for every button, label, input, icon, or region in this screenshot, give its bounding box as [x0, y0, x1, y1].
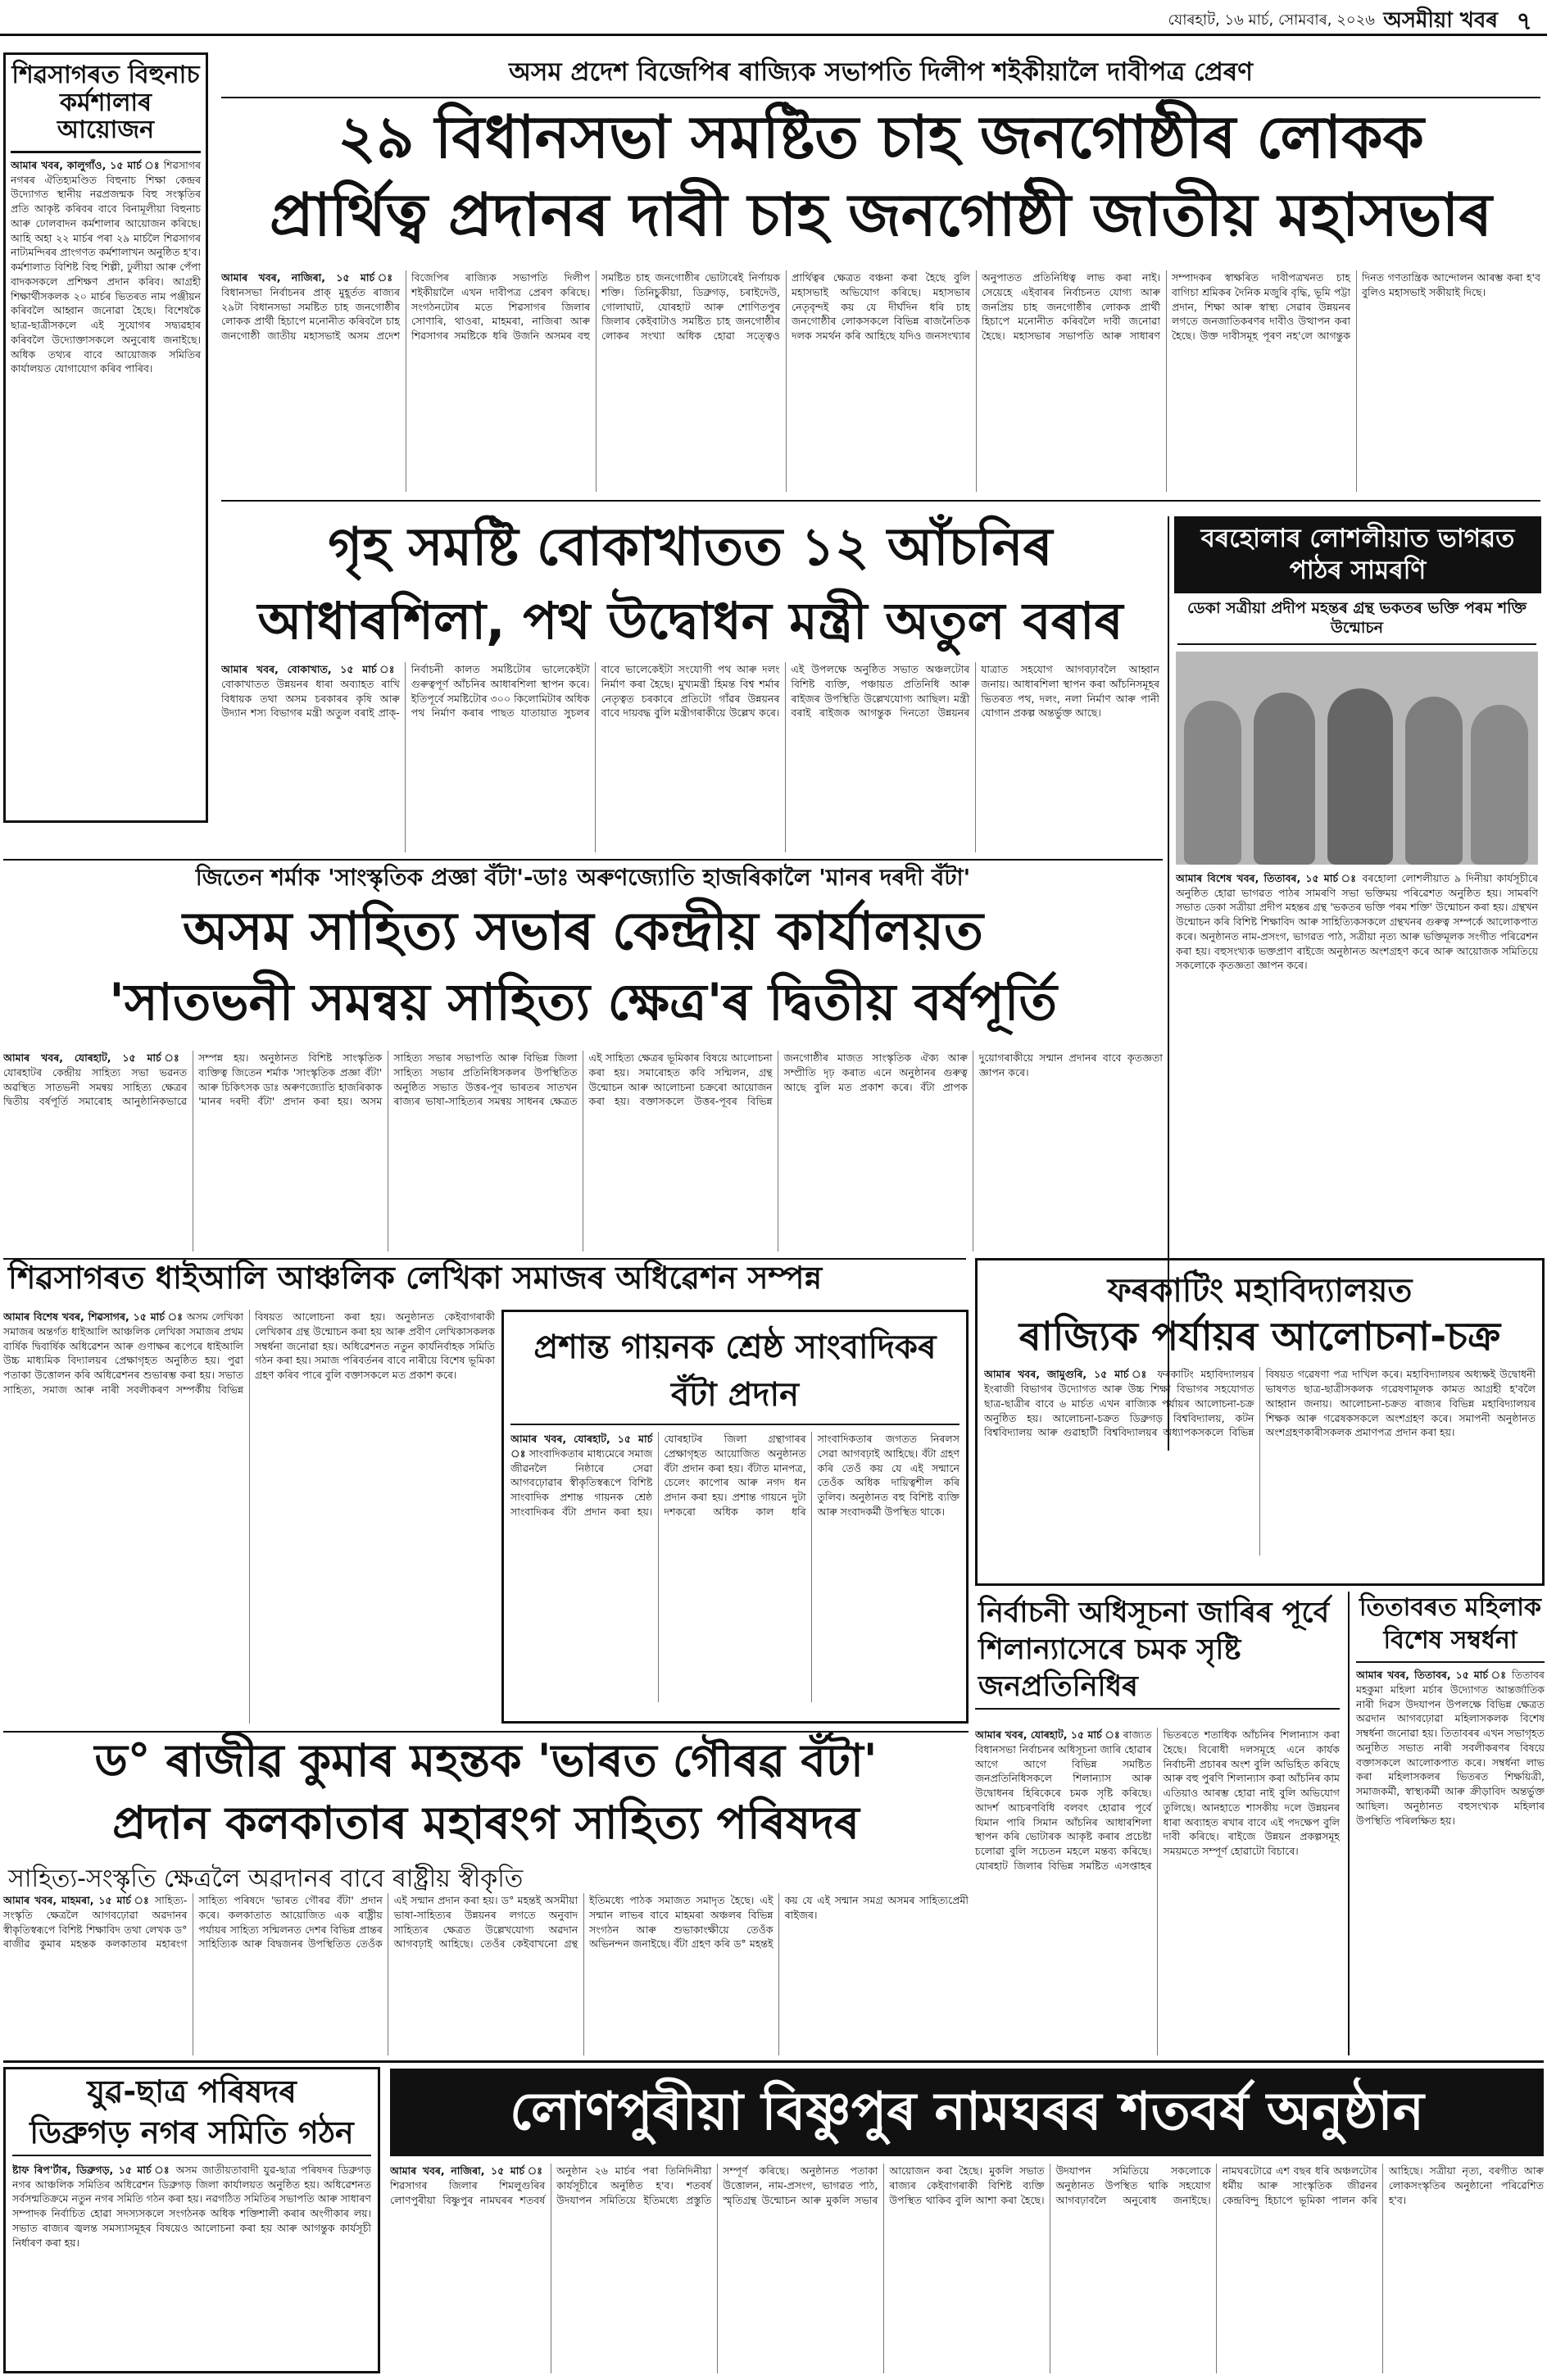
titabar-headline: তিতাবৰত মহিলাক বিশেষ সম্বৰ্ধনা — [1356, 1592, 1545, 1663]
prashanta-byline: আমাৰ খবৰ, যোৰহাট, ১৫ মাৰ্চ ঃ — [510, 1433, 653, 1460]
yuva-headline-2: ডিব্ৰুগড় নগৰ সমিতি গঠন — [12, 2117, 371, 2156]
namghar-headline: লোণপুৰীয়া বিষ্ণুপুৰ নামঘৰৰ শতবৰ্ষ অনুষ্ঠান — [390, 2069, 1544, 2156]
lekhika-text: অসম লেখিকা সমাজৰ অন্তৰ্গত ধাইআলি আঞ্চলিক লেখিকা সমাজৰ প্ৰথম বাৰ্ষিক দ্বিবাৰ্ষিক অধিৱেশন আৰু গুণাক্ষৰ ৰূপেৰে ধাইআলি উচ্চ মাধ্যমিক বিদ্যালয়ৰ প্ৰেক্ষাগৃহত অনুষ্ঠিত হয়। পুৱা পতাকা উত্তোলন কৰি অধিৱেশনৰ শুভাৰম্ভ কৰা হয়। সভাত সাহিত্য, সমাজ আৰু নাৰী সবলীকৰণ সম্পৰ্কীয় বিভিন্ন বিষয়ত আলোচনা কৰা হয়। অনুষ্ঠানত কেইবাগৰাকী লেখিকাৰ গ্ৰন্থ উন্মোচন কৰা হয় আৰু প্ৰবীণ লেখিকাসকলক সম্বৰ্ধনা জনোৱা হয়। অধিৱেশনত নতুন কাৰ্যনিৰ্বাহক সমিতি গঠন কৰা হয়। সমাজ পৰিবৰ্তনৰ বাবে নাৰীয়ে বিশেষ ভূমিকা গ্ৰহণ কৰিব পাৰে বুলি বক্তাসকলে মত প্ৰকাশ কৰে। — [3, 1310, 495, 1396]
bjp-text: বিধানসভা নিৰ্বাচনৰ প্ৰাক্ মুহূৰ্তত ৰাজ্যৰ ২৯টা বিধানসভা সমষ্টিত চাহ জনগোষ্ঠীৰ লোকক প্ৰাৰ্থী হিচাপে মনোনীত কৰিবলৈ চাহ জনগোষ্ঠী জাতীয় মহাসভাই অসম প্ৰদেশ বিজেপিৰ ৰাজ্যিক সভাপতি দিলীপ শইকীয়ালৈ এখন দাবীপত্ৰ প্ৰেৰণ কৰিছে। সংগঠনটোৰ মতে শিৱসাগৰ জিলাৰ সোণাৰি, থাওৰা, মাহমৰা, নাজিৰা আৰু শিৱসাগৰ সমষ্টিকে ধৰি উজনি অসমৰ বহু সমষ্টিত চাহ জনগোষ্ঠীৰ ভোটাৰেই নিৰ্ণায়ক শক্তি। তিনিচুকীয়া, ডিব্ৰুগড়, চৰাইদেউ, গোলাঘাট, যোৰহাট আৰু শোণিতপুৰ জিলাৰ কেইবাটাও সমষ্টিত চাহ জনগোষ্ঠীৰ লোকৰ সংখ্যা অধিক হোৱা সত্ত্বেও প্ৰাৰ্থিত্বৰ ক্ষেত্ৰত বঞ্চনা কৰা হৈছে বুলি মহাসভাই অভিযোগ কৰিছে। মহাসভাৰ নেতৃবৃন্দই কয় যে দীৰ্ঘদিন ধৰি চাহ জনগোষ্ঠীৰ লোকসকলে বিভিন্ন ৰাজনৈতিক দলক সমৰ্থন কৰি আহিছে যদিও জনসংখ্যাৰ অনুপাতত প্ৰতিনিধিত্ব লাভ কৰা নাই। সেয়েহে এইবাৰৰ নিৰ্বাচনত যোগ্য আৰু জনপ্ৰিয় চাহ জনগোষ্ঠীৰ লোকক প্ৰাৰ্থী হিচাপে মনোনীত কৰিবলৈ দাবী জনোৱা হৈছে। মহাসভাৰ সভাপতি আৰু সাধাৰণ সম্পাদকৰ স্বাক্ষৰিত দাবীপত্ৰখনত চাহ বাগিচা শ্ৰমিকৰ দৈনিক মজুৰি বৃদ্ধি, ভূমি পট্টা প্ৰদান, শিক্ষা আৰু স্বাস্থ্য সেৱাৰ উন্নয়নৰ লগতে জনজাতিকৰণৰ দাবীও উত্থাপন কৰা হৈছে। উক্ত দাবীসমূহ পূৰণ নহ'লে আগন্তুক দিনত গণতান্ত্ৰিক আন্দোলন আৰম্ভ কৰা হ'ব বুলিও মহাসভাই সকীয়াই দিছে। — [221, 271, 1540, 342]
election-byline: আমাৰ খবৰ, যোৰহাট, ১৫ মাৰ্চ ঃ — [975, 1728, 1120, 1741]
sahitya-headline-2: 'সাতভনী সমন্বয় সাহিত্য ক্ষেত্ৰ'ৰ দ্বিতীয় বৰ্ষপূৰ্তি — [108, 972, 1058, 1032]
prashanta-story — [501, 1310, 969, 1724]
bokakhat-text: বোকাখাতত উন্নয়নৰ ধাৰা অব্যাহত ৰাখি বিধায়ক তথা অসম চৰকাৰৰ কৃষি আৰু উদ্যান শস্য বিভাগৰ মন্ত্ৰী অতুল বৰাই প্ৰাক্-নিৰ্বাচনী কালত সমষ্টিটোৰ ভালেকেইটা গুৰুত্বপূৰ্ণ আঁচনিৰ আধাৰশিলা স্থাপন কৰে। ইতিপূৰ্বে সমষ্টিটোৰ ৩০০ কিলোমিটাৰ অধিক পথ নিৰ্মাণ কৰাৰ পাছত যাতায়াত সুচলৰ বাবে ভালেকেইটা সংযোগী পথ আৰু দলং নিৰ্মাণ কৰা হৈছে। মুখ্যমন্ত্ৰী হিমন্ত বিশ্ব শৰ্মাৰ নেতৃত্বত চৰকাৰে প্ৰতিটো গাঁৱৰ উন্নয়নৰ বাবে দায়বদ্ধ বুলি মন্ত্ৰীগৰাকীয়ে উল্লেখ কৰে। এই উপলক্ষে অনুষ্ঠিত সভাত অঞ্চলটোৰ বিশিষ্ট ব্যক্তি, পঞ্চায়ত প্ৰতিনিধি আৰু ৰাইজৰ উপস্থিতি উল্লেখযোগ্য আছিল। মন্ত্ৰী বৰাই ৰাইজক আগন্তুক দিনতো উন্নয়নৰ যাত্ৰাত সহযোগ আগবঢ়াবলৈ আহ্বান জনায়। আধাৰশিলা স্থাপন কৰা আঁচনিসমূহৰ ভিতৰত পথ, দলং, নলা নিৰ্মাণ আৰু পানী যোগান প্ৰকল্প অন্তৰ্ভুক্ত আছে। — [221, 663, 1159, 720]
titabar-body — [1356, 1668, 1545, 2004]
paper-name: অসমীয়া খবৰ — [1383, 8, 1498, 33]
photo-figure — [1405, 697, 1463, 865]
bokakhat-headline-1: গৃহ সমষ্টি বোকাখাতত ১২ আঁচনিৰ — [328, 517, 1053, 578]
election-headline: নিৰ্বাচনী অধিসূচনা জাৰিৰ পূৰ্বে শিলান্যাসেৰে চমক সৃষ্টি জনপ্ৰতিনিধিৰ — [975, 1592, 1340, 1710]
bjp-headline-1: ২৯ বিধানসভা সমষ্টিত চাহ জনগোষ্ঠীৰ লোকক — [338, 102, 1424, 171]
bjp-kicker-rule — [221, 97, 1540, 98]
bjp-byline: আমাৰ খবৰ, নাজিৰা, ১৫ মাৰ্চ ঃ — [221, 271, 400, 284]
college-body — [984, 1367, 1536, 1556]
titabar-story — [1348, 1592, 1545, 2055]
yuva-body — [12, 2163, 371, 2350]
page-number: ৭ — [1516, 7, 1532, 36]
prashanta-body — [510, 1432, 960, 1702]
titabar-text: তিতাবৰ মহকুমা মহিলা মৰ্চাৰ উদ্যোগত আন্তৰ্জাতিক নাৰী দিৱস উদযাপন উপলক্ষে বিভিন্ন ক্ষেত্ৰত অৱদান আগবঢ়োৱা মহিলাসকলক বিশেষ সম্বৰ্ধনা জনোৱা হয়। তিতাবৰৰ এখন সভাগৃহত অনুষ্ঠিত সভাত নাৰী সবলীকৰণৰ বিষয়ে বক্তাসকলে আলোকপাত কৰে। সম্বৰ্ধনা লাভ কৰা মহিলাসকলৰ ভিতৰত শিক্ষয়িত্ৰী, সমাজকৰ্মী, স্বাস্থ্যকৰ্মী আৰু ক্ৰীড়াবিদ অন্তৰ্ভুক্ত আছিল। অনুষ্ঠানত বহুসংখ্যক মহিলাৰ উপস্থিতি পৰিলক্ষিত হয়। — [1356, 1669, 1545, 1827]
photo-figure — [1471, 705, 1528, 865]
lohali-caption: ডেকা সত্ৰীয়া প্ৰদীপ মহন্তৰ গ্ৰন্থ ভকতৰ ভক্তি পৰম শক্তি উন্মোচন — [1177, 598, 1536, 645]
college-byline: আমাৰ খবৰ, জামুগুৰি, ১৫ মাৰ্চ ঃ — [984, 1368, 1150, 1381]
lohali-text: বৰহোলা লোশলীয়াত ৯ দিনীয়া কাৰ্যসূচীৰে অনুষ্ঠিত হোৱা ভাগৱত পাঠৰ সামৰণি সভা ভক্তিময় পৰিৱেশত অনুষ্ঠিত হয়। সামৰণি সভাত ডেকা সত্ৰীয়া প্ৰদীপ মহন্তৰ গ্ৰন্থ 'ভকতৰ ভক্তি পৰম শক্তি' উন্মোচন কৰা হয়। গ্ৰন্থখন উন্মোচন কৰি বিশিষ্ট শিক্ষাবিদ আৰু সাহিত্যিকসকলে গ্ৰন্থখনৰ গুৰুত্ব সম্পৰ্কে আলোকপাত কৰে। অনুষ্ঠানত নাম-প্ৰসংগ, ভাগৱত পাঠ, সত্ৰীয়া নৃত্য আৰু ভক্তিমূলক সংগীত পৰিৱেশন কৰা হয়। বহুসংখ্যক ভক্তপ্ৰাণ ৰাইজে অনুষ্ঠানত অংশগ্ৰহণ কৰে আৰু আয়োজক সমিতিয়ে সকলোকে কৃতজ্ঞতা জ্ঞাপন কৰে। — [1176, 871, 1538, 972]
rajib-headline-1: ড° ৰাজীৱ কুমাৰ মহন্তক 'ভাৰত গৌৰৱ বঁটা' — [94, 1734, 878, 1787]
yuva-text: অসম জাতীয়তাবাদী যুৱ-ছাত্ৰ পৰিষদৰ ডিব্ৰুগড় নগৰ আঞ্চলিক সমিতিৰ অধিৱেশন ডিব্ৰুগড় জিলা কাৰ্যালয়ত অনুষ্ঠিত হয়। অধিৱেশনত সৰ্বসন্মতিক্ৰমে নতুন নগৰ সমিতি গঠন কৰা হয়। নৱগঠিত সমিতিৰ সভাপতি আৰু সাধাৰণ সম্পাদক নিৰ্বাচিত হোৱা সদস্যসকলে সংগঠনক অধিক শক্তিশালী কৰাৰ অংগীকাৰ লয়। সভাত ৰাজ্যৰ জ্বলন্ত সমস্যাসমূহৰ বিষয়েও আলোচনা কৰা হয় আৰু আগন্তুক কাৰ্যসূচী নিৰ্ধাৰণ কৰা হয়। — [12, 2163, 371, 2249]
sidebar-text: শিৱসাগৰ নগৰৰ ঐতিহ্যমণ্ডিত বিহুনাচ শিক্ষা কেন্দ্ৰৰ উদ্যোগত স্থানীয় নৱপ্ৰজন্মক বিহু সংস্কৃতিৰ প্ৰতি আকৃষ্ট কৰিবৰ বাবে বিনামূলীয়া বিহুনাচ আৰু ঢোলবাদন কৰ্মশালাৰ আয়োজন কৰিছে। আহি অহা ২২ মাৰ্চৰ পৰা ২৯ মাৰ্চলৈ শিৱসাগৰ নাট্যমন্দিৰৰ প্ৰাংগণত কৰ্মশালাখন অনুষ্ঠিত হ'ব। কৰ্মশালাত বিশিষ্ট বিহু শিল্পী, ঢুলীয়া আৰু পেঁপা বাদকসকলে প্ৰশিক্ষণ প্ৰদান কৰিব। আগ্ৰহী শিক্ষাৰ্থীসকলক ২০ মাৰ্চৰ ভিতৰত নাম পঞ্জীয়ন কৰিবলৈ আহ্বান জনোৱা হৈছে। বিশেষকৈ ছাত্ৰ-ছাত্ৰীসকলে এই সুযোগৰ সদ্ব্যৱহাৰ কৰিবলৈ উদ্যোক্তাসকলে অনুৰোধ জনাইছে। অধিক তথ্যৰ বাবে আয়োজক সমিতিৰ কাৰ্যালয়ত যোগাযোগ কৰিব পাৰিব। — [11, 158, 201, 375]
sidebar-divider — [11, 151, 201, 153]
yuva-story — [3, 2067, 380, 2373]
college-headline-2: ৰাজ্যিক পৰ্যায়ৰ আলোচনা-চক্ৰ — [1018, 1314, 1501, 1360]
yuva-headline-1: যুৱ-ছাত্ৰ পৰিষদৰ — [87, 2073, 297, 2110]
sidebar-byline: আমাৰ খবৰ, কালুগাঁও, ১৫ মাৰ্চ ঃ — [11, 158, 161, 171]
lohali-byline: আমাৰ বিশেষ খবৰ, তিতাবৰ, ১৫ মাৰ্চ ঃ — [1176, 871, 1358, 884]
photo-figure — [1327, 688, 1393, 865]
sahitya-top-rule — [3, 859, 1163, 861]
rajib-headline-2: প্ৰদান কলকাতাৰ মহাৰংগ সাহিত্য পৰিষদৰ — [112, 1796, 860, 1849]
yuva-byline: ষ্টাফ ৰিপ'ৰ্টাৰ, ডিব্ৰুগড়, ১৫ মাৰ্চ ঃ — [12, 2163, 171, 2176]
rajib-byline: আমাৰ খবৰ, মাহমৰা, ১৫ মাৰ্চ ঃ — [3, 1894, 151, 1906]
bokakhat-byline: আমাৰ খবৰ, বোকাখাত, ১৫ মাৰ্চ ঃ — [221, 663, 400, 675]
photo-figure — [1254, 693, 1315, 865]
titabar-byline: আমাৰ খবৰ, তিতাবৰ, ১৫ মাৰ্চ ঃ — [1356, 1669, 1508, 1682]
sidebar-workshop — [3, 52, 208, 823]
election-body — [975, 1728, 1340, 2055]
sahitya-headline-1: অসম সাহিত্য সভাৰ কেন্দ্ৰীয় কাৰ্যালয়ত — [183, 902, 983, 962]
college-text: ফৰকাটিং মহাবিদ্যালয়ৰ ইংৰাজী বিভাগৰ উদ্যোগত আৰু উচ্চ শিক্ষা বিভাগৰ সহযোগত ছাত্ৰ-ছাত্ৰীৰ বাবে ৬ মাৰ্চত এখন ৰাজ্যিক পৰ্যায়ৰ আলোচনা-চক্ৰ অনুষ্ঠিত হয়। আলোচনা-চক্ৰত ডিব্ৰুগড় বিশ্ববিদ্যালয়, কটন বিশ্ববিদ্যালয় আৰু গুৱাহাটী বিশ্ববিদ্যালয়ৰ অধ্যাপকসকলে বিভিন্ন বিষয়ত গৱেষণা পত্ৰ দাখিল কৰে। মহাবিদ্যালয়ৰ অধ্যক্ষই উদ্বোধনী ভাষণত ছাত্ৰ-ছাত্ৰীসকলক গৱেষণামূলক কামত আগ্ৰহী হ'বলৈ আহ্বান জনায়। আলোচনা-চক্ৰত ৰাজ্যৰ বিভিন্ন মহাবিদ্যালয়ৰ শিক্ষক আৰু গৱেষকসকলে অংশগ্ৰহণ কৰে। সমাপনী অনুষ্ঠানত অংশগ্ৰহণকাৰীসকলক প্ৰমাণপত্ৰ প্ৰদান কৰা হয়। — [984, 1368, 1536, 1439]
bjp-kicker: অসম প্ৰদেশ বিজেপিৰ ৰাজ্যিক সভাপতি দিলীপ শইকীয়ালৈ দাবীপত্ৰ প্ৰেৰণ — [509, 57, 1253, 87]
prashanta-text: সাংবাদিকতাৰ মাধ্যমেৰে সমাজ জীৱনলৈ নিষ্ঠাৰে সেৱা আগবঢ়োৱাৰ স্বীকৃতিস্বৰূপে বিশিষ্ট সাংবাদিক প্ৰশান্ত গায়নক শ্ৰেষ্ঠ সাংবাদিকৰ বঁটা প্ৰদান কৰা হয়। যোৰহাটৰ জিলা গ্ৰন্থাগাৰৰ প্ৰেক্ষাগৃহত আয়োজিত অনুষ্ঠানত বঁটা প্ৰদান কৰা হয়। বঁটাত মানপত্ৰ, চেলেং কাপোৰ আৰু নগদ ধন প্ৰদান কৰা হয়। প্ৰশান্ত গায়নে দুটা দশকৰো অধিক কাল ধৰি সাংবাদিকতাৰ জগতত নিৰলস সেৱা আগবঢ়াই আহিছে। বঁটা গ্ৰহণ কৰি তেওঁ কয় যে এই সন্মানে তেওঁক অধিক দায়িত্বশীল কৰি তুলিব। অনুষ্ঠানত বহু বিশিষ্ট ব্যক্তি আৰু সংবাদকৰ্মী উপস্থিত থাকে। — [510, 1433, 960, 1518]
college-headline-1: ফৰকাটিং মহাবিদ্যালয়ত — [1107, 1272, 1413, 1310]
bottom-band-rule — [3, 2060, 1544, 2063]
bjp-bottom-rule — [221, 500, 1540, 502]
namghar-byline: আমাৰ খবৰ, নাজিৰা, ১৫ মাৰ্চ ঃ — [390, 2164, 546, 2177]
rajib-text: সাহিত্য-সংস্কৃতি ক্ষেত্ৰলৈ আগবঢ়োৱা অৱদানৰ স্বীকৃতিস্বৰূপে বিশিষ্ট শিক্ষাবিদ তথা লেখক ড° ৰাজীৱ কুমাৰ মহন্তক কলকাতাৰ মহাৰংগ সাহিত্য পৰিষদে 'ভাৰত গৌৰৱ বঁটা' প্ৰদান কৰে। কলকাতাত আয়োজিত এক ৰাষ্ট্ৰীয় পৰ্যায়ৰ সাহিত্য সন্মিলনত দেশৰ বিভিন্ন প্ৰান্তৰ সাহিত্যিক আৰু বিদ্বজনৰ উপস্থিতিত তেওঁক এই সন্মান প্ৰদান কৰা হয়। ড° মহন্তই অসমীয়া ভাষা-সাহিত্যৰ উন্নয়নৰ লগতে অনুবাদ সাহিত্যৰ ক্ষেত্ৰত উল্লেখযোগ্য অৱদান আগবঢ়াই আহিছে। তেওঁৰ কেইবাখনো গ্ৰন্থ ইতিমধ্যে পাঠক সমাজত সমাদৃত হৈছে। এই সন্মান লাভৰ বাবে মাহমৰা অঞ্চলৰ বিভিন্ন সংগঠন আৰু শুভাকাংক্ষীয়ে তেওঁক অভিনন্দন জনাইছে। বঁটা গ্ৰহণ কৰি ড° মহন্তই কয় যে এই সন্মান সমগ্ৰ অসমৰ সাহিত্যপ্ৰেমী ৰাইজৰ। — [3, 1894, 969, 1951]
rajib-kicker: সাহিত্য-সংস্কৃতি ক্ষেত্ৰলৈ অৱদানৰ বাবে ৰাষ্ট্ৰীয় স্বীকৃতি — [8, 1864, 524, 1893]
college-story — [975, 1258, 1545, 1586]
sahitya-byline: আমাৰ খবৰ, যোৰহাট, ১৫ মাৰ্চ ঃ — [3, 1051, 188, 1064]
bokakhat-headline-2: আধাৰশিলা, পথ উদ্বোধন মন্ত্ৰী অতুল বৰাৰ — [257, 591, 1123, 651]
bokakhat-body — [221, 662, 1159, 852]
photo-figure — [1184, 701, 1241, 865]
lohali-photo — [1176, 652, 1538, 865]
sidebar-headline: শিৱসাগৰত বিহুনাচ কৰ্মশালাৰ আয়োজন — [11, 61, 200, 145]
masthead — [0, 0, 1547, 36]
sahitya-kicker: জিতেন শৰ্মাক 'সাংস্কৃতিক প্ৰজ্ঞা বঁটা'-ডাঃ অৰুণজ্যোতি হাজৰিকালৈ 'মানৰ দৰদী বঁটা' — [195, 864, 971, 891]
masthead-date: যোৰহাট, ১৬ মাৰ্চ, সোমবাৰ, ২০২৬ — [1168, 11, 1375, 29]
sahitya-body — [3, 1051, 1163, 1251]
lohali-headline: বৰহোলাৰ লোশলীয়াত ভাগৱত পাঠৰ সামৰণি — [1174, 516, 1541, 593]
lekhika-body — [3, 1310, 495, 1724]
lekhika-byline: আমাৰ বিশেষ খবৰ, শিৱসাগৰ, ১৫ মাৰ্চ ঃ — [3, 1310, 184, 1323]
sidebar-body — [11, 158, 201, 781]
rajib-top-rule — [3, 1731, 969, 1733]
lekhika-headline: শিৱসাগৰত ধাইআলি আঞ্চলিক লেখিকা সমাজৰ অধিৱেশন সম্পন্ন — [8, 1260, 823, 1296]
election-text: ৰাজ্যত বিধানসভা নিৰ্বাচনৰ অধিসূচনা জাৰি হোৱাৰ আগে আগে বিভিন্ন সমষ্টিত জনপ্ৰতিনিধিসকলে শিলান্যাস আৰু উদ্বোধনৰ হিৰিকেৰে চমক সৃষ্টি কৰিছে। আদৰ্শ আচৰণবিধি বলবৎ হোৱাৰ পূৰ্বে যিমান পাৰি সিমান আঁচনিৰ আধাৰশিলা স্থাপন কৰি ভোটাৰক আকৃষ্ট কৰাৰ প্ৰচেষ্টা চলোৱা বুলি সচেতন মহলে মন্তব্য কৰিছে। যোৰহাট জিলাৰ বিভিন্ন সমষ্টিত এসপ্তাহৰ ভিতৰতে শতাধিক আঁচনিৰ শিলান্যাস কৰা হৈছে। বিৰোধী দলসমূহে এনে কাৰ্যক নিৰ্বাচনী প্ৰচাৰৰ অংশ বুলি অভিহিত কৰিছে আৰু বহু পুৰণি শিলান্যাস কৰা আঁচনিৰ কাম এতিয়াও আৰম্ভ হোৱা নাই বুলি অভিযোগ তুলিছে। আনহাতে শাসকীয় দলে উন্নয়নৰ ধাৰা অব্যাহত ৰখাৰ বাবে এই পদক্ষেপ বুলি দাবী কৰিছে। ৰাইজে উন্নয়ন প্ৰকল্পসমূহ সময়মতে সম্পূৰ্ণ হোৱাটো বিচাৰে। — [975, 1728, 1340, 1872]
prashanta-headline: প্ৰশান্ত গায়নক শ্ৰেষ্ঠ সাংবাদিকৰ বঁটা প্ৰদান — [510, 1319, 960, 1425]
namghar-text: শিৱসাগৰ জিলাৰ শিমলুগুৰিৰ লোণপুৰীয়া বিষ্ণুপুৰ নামঘৰৰ শতবৰ্ষ অনুষ্ঠান ২৬ মাৰ্চৰ পৰা তিনিদিনীয়া কাৰ্যসূচীৰে অনুষ্ঠিত হ'ব। শতবৰ্ষ উদযাপন সমিতিয়ে ইতিমধ্যে প্ৰস্তুতি সম্পূৰ্ণ কৰিছে। অনুষ্ঠানত পতাকা উত্তোলন, নাম-প্ৰসংগ, ভাগৱত পাঠ, স্মৃতিগ্ৰন্থ উন্মোচন আৰু মুকলি সভাৰ আয়োজন কৰা হৈছে। মুকলি সভাত ৰাজ্যৰ কেইবাগৰাকী বিশিষ্ট ব্যক্তি উপস্থিত থাকিব বুলি আশা কৰা হৈছে। উদযাপন সমিতিয়ে সকলোকে অনুষ্ঠানত উপস্থিত থাকি সহযোগ আগবঢ়াবলৈ অনুৰোধ জনাইছে। নামঘৰটোৱে এশ বছৰ ধৰি অঞ্চলটোৰ ধৰ্মীয় আৰু সাংস্কৃতিক জীৱনৰ কেন্দ্ৰবিন্দু হিচাপে ভূমিকা পালন কৰি আহিছে। সত্ৰীয়া নৃত্য, বৰগীত আৰু লোকসংস্কৃতিৰ অনুষ্ঠানো পৰিৱেশিত হ'ব। — [390, 2164, 1544, 2206]
sahitya-text: যোৰহাটৰ কেন্দ্ৰীয় সাহিত্য সভা ভৱনত অৱস্থিত সাতভনী সমন্বয় সাহিত্য ক্ষেত্ৰৰ দ্বিতীয় বৰ্ষপূৰ্তি সমাৰোহ আনুষ্ঠানিকভাৱে সম্পন্ন হয়। অনুষ্ঠানত বিশিষ্ট সাংস্কৃতিক ব্যক্তিত্ব জিতেন শৰ্মাক 'সাংস্কৃতিক প্ৰজ্ঞা বঁটা' আৰু চিকিৎসক ডাঃ অৰুণজ্যোতি হাজৰিকাক 'মানৰ দৰদী বঁটা' প্ৰদান কৰা হয়। অসম সাহিত্য সভাৰ সভাপতি আৰু বিভিন্ন জিলা সাহিত্য সভাৰ প্ৰতিনিধিসকলৰ উপস্থিতিত অনুষ্ঠিত সভাত উত্তৰ-পূব ভাৰতৰ সাতখন ৰাজ্যৰ ভাষা-সাহিত্যৰ সমন্বয় সাধনৰ ক্ষেত্ৰত এই সাহিত্য ক্ষেত্ৰৰ ভূমিকাৰ বিষয়ে আলোচনা কৰা হয়। সমাৰোহত কবি সন্মিলন, গ্ৰন্থ উন্মোচন আৰু আলোচনা চক্ৰৰো আয়োজন কৰা হয়। বক্তাসকলে উত্তৰ-পূবৰ বিভিন্ন জনগোষ্ঠীৰ মাজত সাংস্কৃতিক ঐক্য আৰু সম্প্ৰীতি দৃঢ় কৰাত এনে অনুষ্ঠানৰ গুৰুত্ব আছে বুলি মত প্ৰকাশ কৰে। বঁটা প্ৰাপক দুয়োগৰাকীয়ে সন্মান প্ৰদানৰ বাবে কৃতজ্ঞতা জ্ঞাপন কৰে। — [3, 1051, 1163, 1108]
bjp-headline-2: প্ৰাৰ্থিত্ব প্ৰদানৰ দাবী চাহ জনগোষ্ঠী জাতীয় মহাসভাৰ — [270, 180, 1492, 249]
namghar-body — [390, 2164, 1544, 2373]
rajib-body — [3, 1893, 969, 2055]
bjp-body — [221, 270, 1540, 492]
